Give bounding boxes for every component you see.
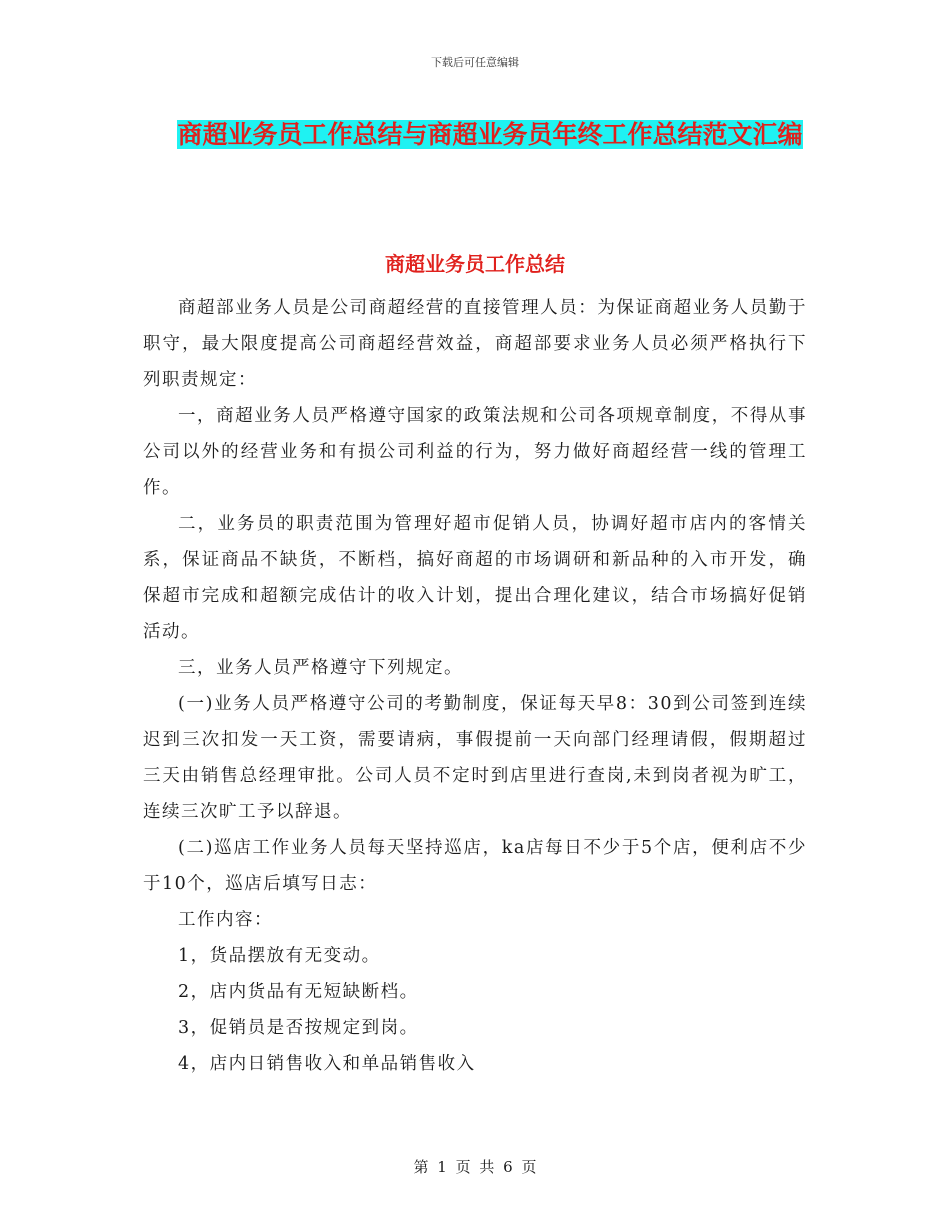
document-title [160,112,820,158]
paragraph-work-content: 工作内容： [178,910,273,930]
paragraph-rule-2: 二，业务员的职责范围为管理好超市促销人员，协调好超市店内的客情关系，保证商品不缺货，不断档，搞好商超的市场调研和新品种的入市开发，确保超市完成和超额完成估计的收入计划，提出合理化建议，结合市场搞好促销活动。 [143,514,807,642]
page-footer: 第 1 页 共 6 页 [413,1158,537,1176]
document-title-text: 商超业务员工作总结与商超业务员年终工作总结范文汇编 [177,120,803,149]
list-item: 3，促销员是否按规定到岗。 [178,1018,419,1038]
paragraph-store-visits: (二)巡店工作业务人员每天坚持巡店，ka店每日不少于5个店，便利店不少于10个，巡店后填写日志： [143,838,807,894]
paragraph-rule-3: 三，业务人员严格遵守下列规定。 [178,658,463,678]
list-item: 1，货品摆放有无变动。 [178,946,381,966]
paragraph-intro: 商超部业务人员是公司商超经营的直接管理人员：为保证商超业务人员勤于职守，最大限度提高公司商超经营效益，商超部要求业务人员必须严格执行下列职责规定： [143,298,807,390]
list-item: 4，店内日销售收入和单品销售收入 [178,1054,476,1074]
list-item: 2，店内货品有无短缺断档。 [178,982,419,1002]
paragraph-attendance: (一)业务人员严格遵守公司的考勤制度，保证每天早8：30到公司签到连续迟到三次扣发一天工资，需要请病，事假提前一天向部门经理请假，假期超过三天由销售总经理审批。公司人员不定时到店里进行查岗,未到岗者视为旷工，连续三次旷工予以辞退。 [143,694,807,822]
paragraph-rule-1: 一，商超业务人员严格遵守国家的政策法规和公司各项规章制度，不得从事公司以外的经营业务和有损公司利益的行为，努力做好商超经营一线的管理工作。 [143,406,807,498]
header-note: 下载后可任意编辑 [431,56,519,69]
body-text [143,290,807,1082]
section-title: 商超业务员工作总结 [385,252,565,276]
